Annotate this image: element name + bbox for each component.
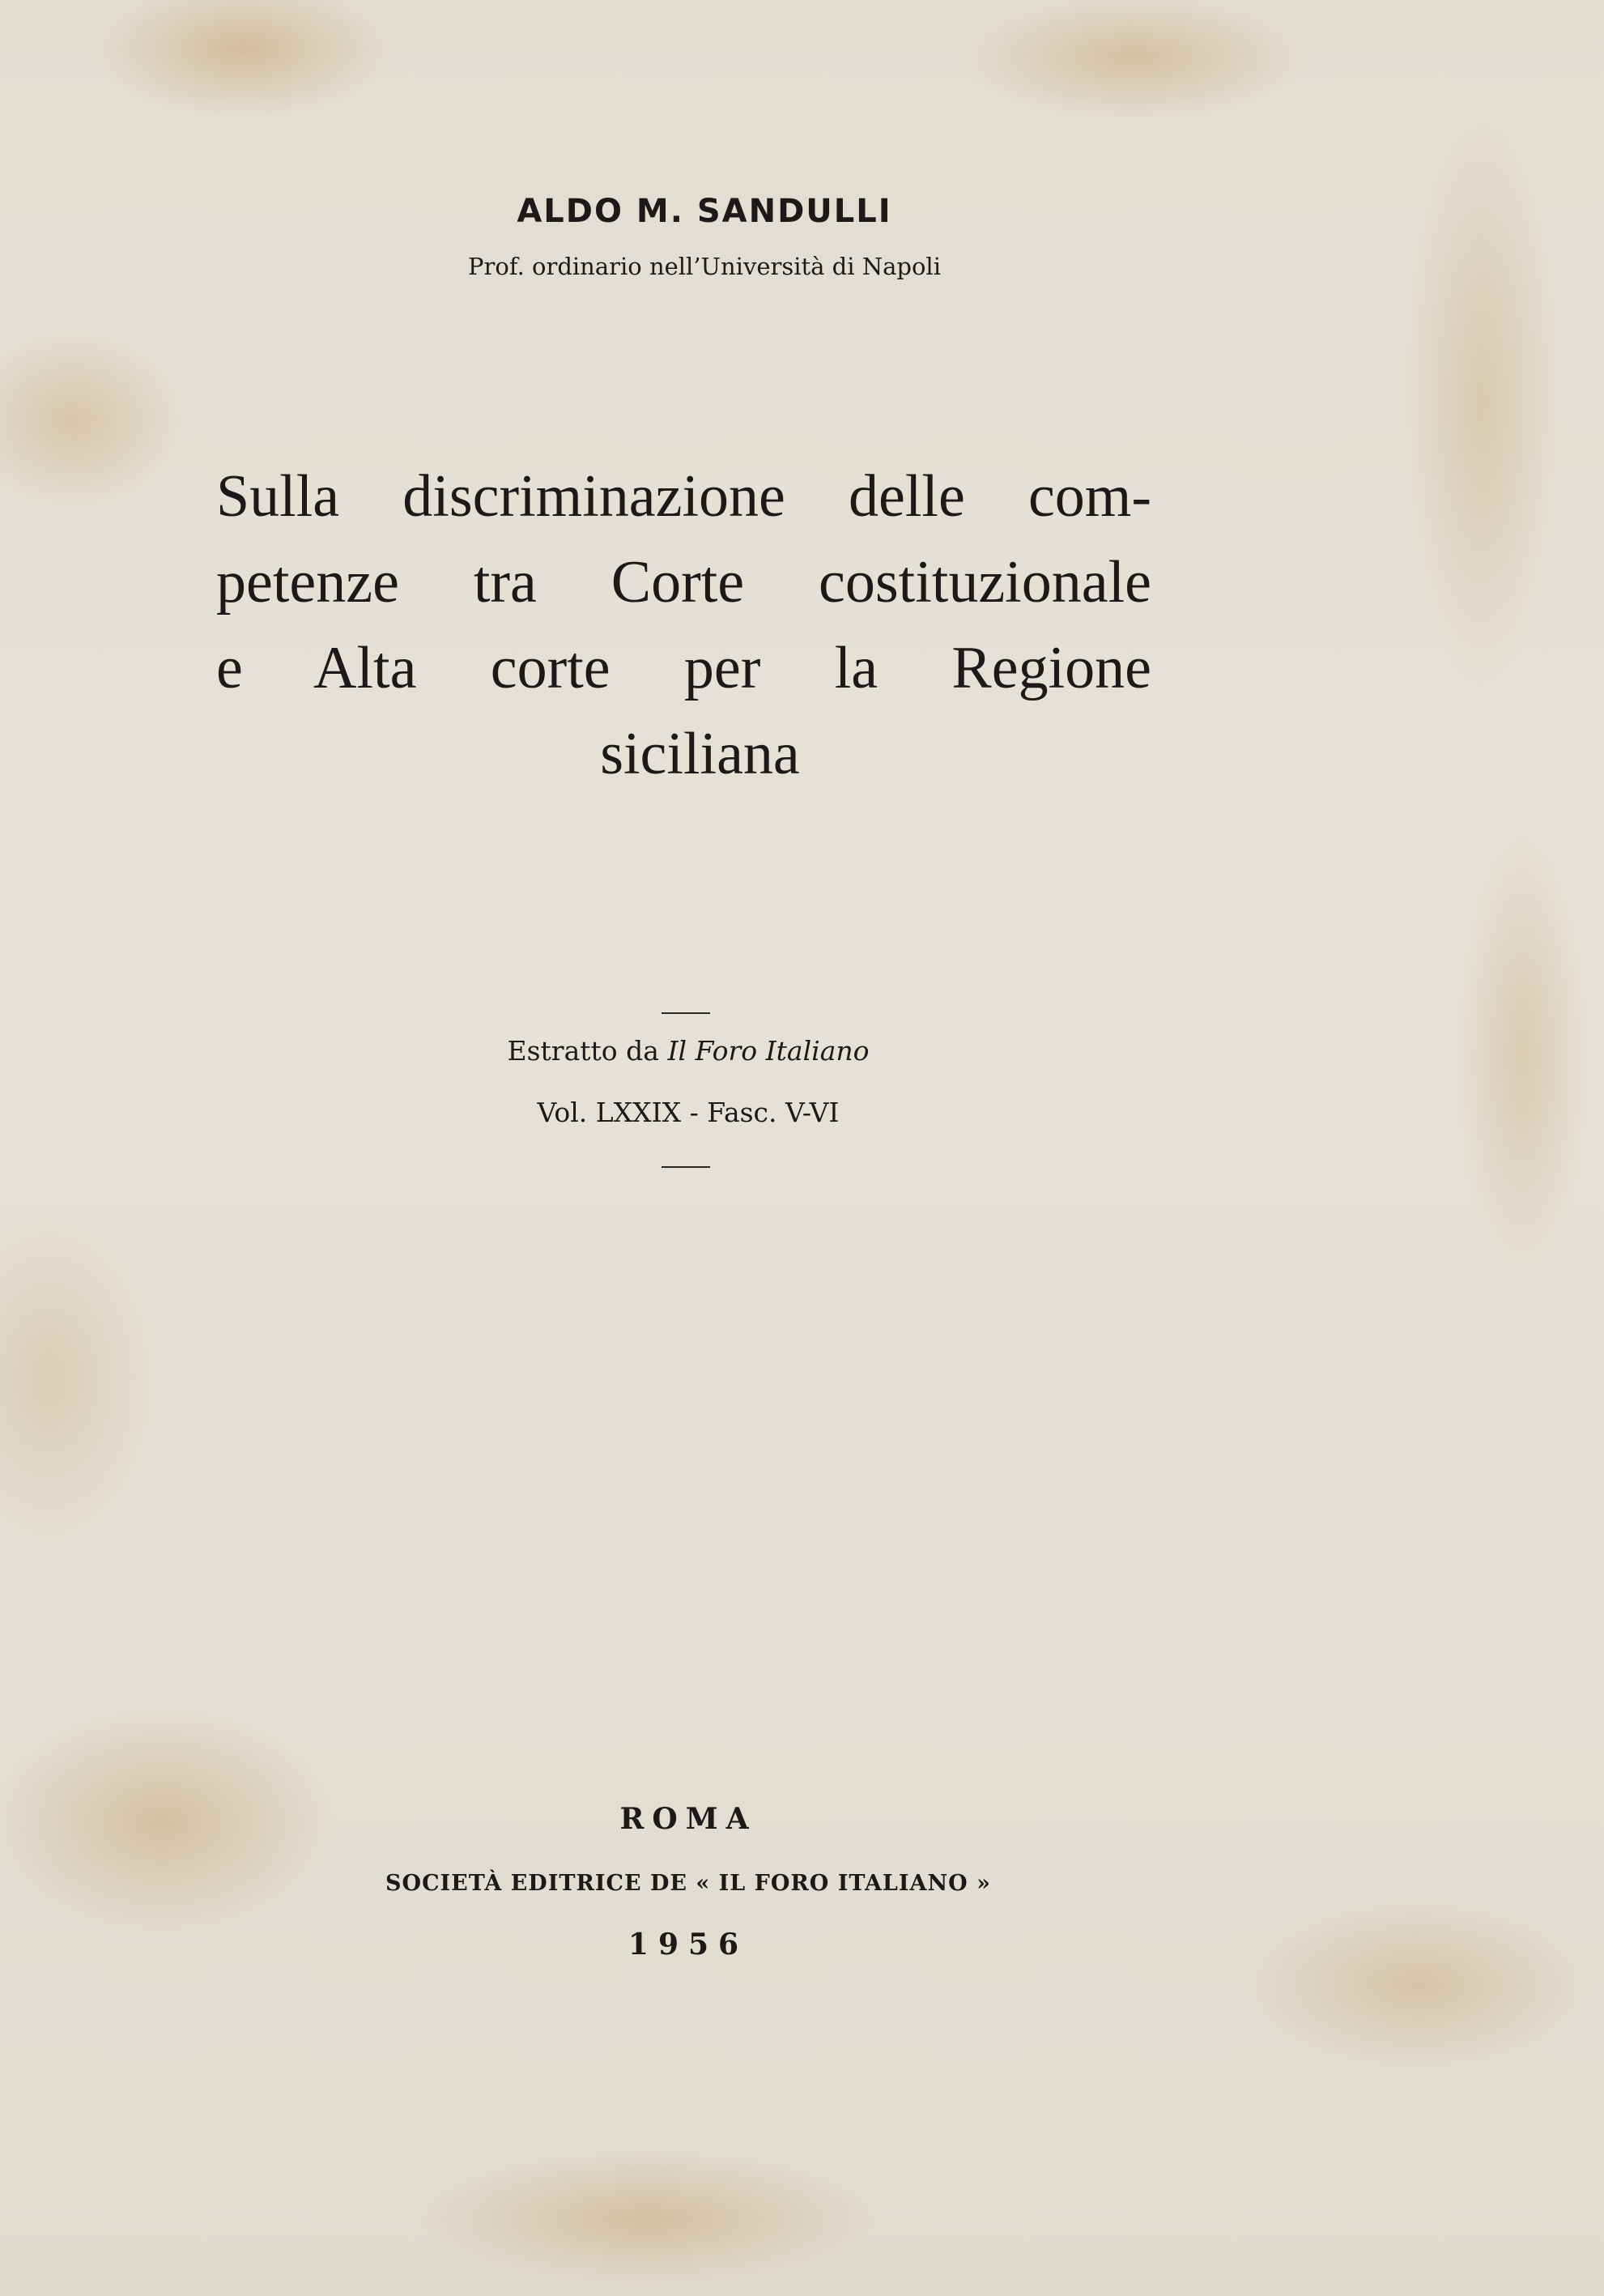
author-affiliation: Prof. ordinario nell’Università di Napoli [468, 253, 941, 280]
author-name: ALDO M. SANDULLI [517, 193, 892, 230]
divider-rule [662, 1166, 710, 1168]
imprint-year: 1956 [628, 1928, 749, 1962]
document-title [216, 454, 1151, 797]
source-prefix: Estratto da [507, 1035, 659, 1067]
imprint-city: ROMA [619, 1802, 757, 1836]
title-line: e Alta corte per la Regione [216, 635, 1151, 701]
title-line: siciliana [600, 721, 800, 787]
volume-line: Vol. LXXIX - Fasc. V-VI [537, 1097, 840, 1128]
divider-rule [662, 1012, 710, 1014]
source-line [0, 1035, 1376, 1067]
journal-name: Il Foro Italiano [667, 1035, 870, 1067]
imprint-publisher: SOCIETÀ EDITRICE DE « IL FORO ITALIANO » [385, 1871, 991, 1896]
title-line: petenze tra Corte costituzionale [216, 549, 1151, 616]
title-line: Sulla discriminazione delle com- [216, 463, 1151, 530]
